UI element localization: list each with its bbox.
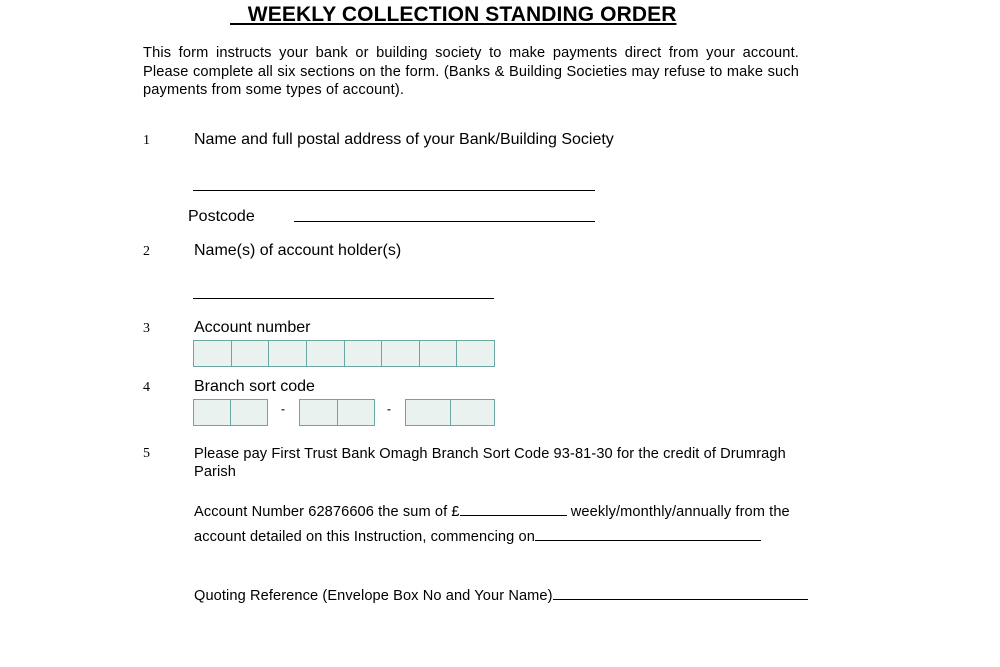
amount-field[interactable] <box>460 503 567 516</box>
reference-text: Quoting Reference (Envelope Box No and Your Name) <box>194 588 553 604</box>
section-2-number: 2 <box>143 244 150 259</box>
sort-code-pair-1 <box>193 399 268 426</box>
commencing-line <box>194 528 761 546</box>
commencing-date-field[interactable] <box>535 528 761 541</box>
intro-paragraph: This form instructs your bank or building society to make payments direct from your account. Please complete all six sections on the form. (Banks & Building Societies may refuse to make such payments from some types of account). <box>143 45 799 98</box>
account-digit-box[interactable] <box>307 341 345 366</box>
sort-digit-box[interactable] <box>406 400 451 425</box>
account-digit-box[interactable] <box>269 341 307 366</box>
section-1-number: 1 <box>143 133 150 148</box>
section-3-number: 3 <box>143 321 150 336</box>
frequency-text: weekly/monthly/annually from the <box>566 504 790 520</box>
account-digit-box[interactable] <box>382 341 420 366</box>
account-digit-box[interactable] <box>194 341 232 366</box>
section-4-label: Branch sort code <box>194 378 315 395</box>
section-3-label: Account number <box>194 319 311 336</box>
section-2-label: Name(s) of account holder(s) <box>194 242 402 259</box>
sort-digit-box[interactable] <box>451 400 495 425</box>
sort-digit-box[interactable] <box>194 400 231 425</box>
sort-digit-box[interactable] <box>231 400 267 425</box>
pay-instruction-text: Please pay First Trust Bank Omagh Branch Sort Code 93-81-30 for the credit of Drumragh Parish <box>194 446 786 480</box>
postcode-label: Postcode <box>188 208 255 225</box>
amount-line <box>194 503 824 521</box>
reference-line <box>194 587 808 605</box>
bank-address-field[interactable] <box>193 190 595 191</box>
sort-digit-box[interactable] <box>338 400 375 425</box>
account-digit-box[interactable] <box>457 341 494 366</box>
account-digit-box[interactable] <box>345 341 383 366</box>
account-digit-box[interactable] <box>232 341 270 366</box>
amount-prefix: Account Number 62876606 the sum of £ <box>194 504 460 520</box>
section-1-label: Name and full postal address of your Bank/Building Society <box>194 131 614 148</box>
sort-separator-2: - <box>387 402 391 416</box>
sort-code-pair-2 <box>299 399 375 426</box>
sort-digit-box[interactable] <box>300 400 338 425</box>
postcode-field[interactable] <box>294 221 595 222</box>
form-title: WEEKLY COLLECTION STANDING ORDER <box>230 3 677 26</box>
account-number-boxes <box>193 340 495 367</box>
reference-field[interactable] <box>553 587 808 600</box>
section-4-number: 4 <box>143 380 150 395</box>
commencing-text: account detailed on this Instruction, commencing on <box>194 529 535 545</box>
sort-separator-1: - <box>281 402 285 416</box>
section-5-number: 5 <box>143 446 150 461</box>
account-digit-box[interactable] <box>420 341 458 366</box>
sort-code-boxes <box>193 399 495 426</box>
account-holder-field[interactable] <box>193 298 494 299</box>
sort-code-pair-3 <box>405 399 495 426</box>
